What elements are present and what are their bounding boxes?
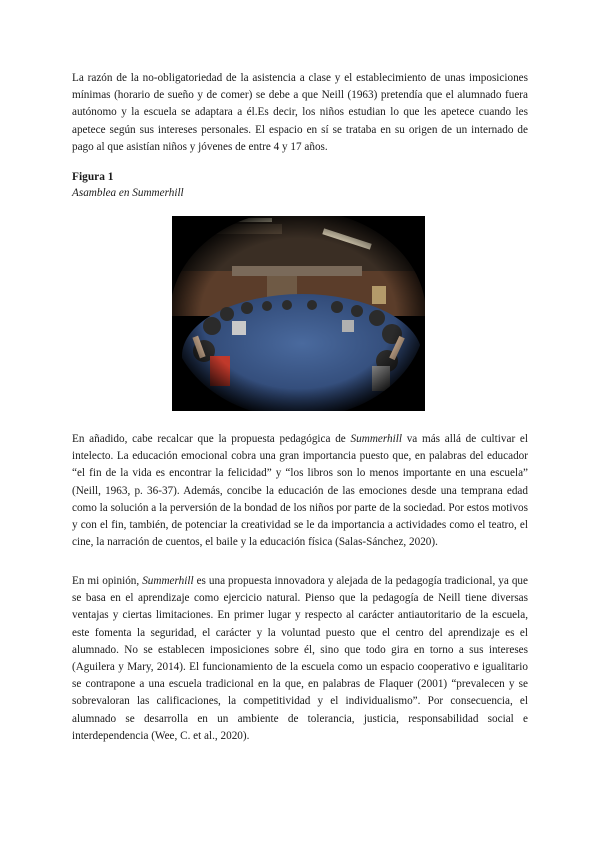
fisheye-assembly-image <box>172 216 425 411</box>
assembly-photo <box>172 216 425 411</box>
paragraph-3-after: es una propuesta innovadora y alejada de la pedagogía tradicional, ya que se basa en el aprendizaje como ejercicio natural. Pienso que la pedagogía de Neill tiene diversas ventajas y ciertas limitaciones. En primer lugar y respecto al carácter antiautoritario de la escuela, este fomenta la seguridad, el carácter y la voluntad puesto que el centro del aprendizaje es el alumnado. No se establecen imposiciones sobre él, sino que todo gira en torno a sus intereses (Aguilera y Mary, 2014). El funcionamiento de la escuela como un espacio cooperativo e igualitario se contrapone a una escuela tradicional en la que, en palabras de Flaquer (2001) “prevalecen y se sobrevaloran las calificaciones, la competitividad y el individualismo”. Por consecuencia, el alumnado se desarrolla en un ambiente de tolerancia, justicia, responsabilidad social e interdependencia (Wee, C. et al., 2020). <box>72 575 528 742</box>
school-name: Summerhill <box>142 575 194 587</box>
figure-label: Figura 1 <box>72 171 114 183</box>
paragraph-opinion <box>72 573 528 745</box>
school-name: Summerhill <box>350 433 402 445</box>
paragraph-3-before: En mi opinión, <box>72 575 143 587</box>
paragraph-intro: La razón de la no-obligatoriedad de la asistencia a clase y el establecimiento de unas imposiciones mínimas (horario de sueño y de comer) se debe a que Neill (1963) pretendía que el alumnado fuera autónomo y la escuela se adaptara a él.Es decir, los niños estudian lo que les apetece cuando les apetece según sus intereses personales. El espacio en sí se trataba en su origen de un internado de pago al que asistían niños y jóvenes de entre 4 y 17 años. <box>72 72 528 153</box>
figure-title: Asamblea en Summerhill <box>72 187 184 199</box>
paragraph-2-before: En añadido, cabe recalcar que la propuesta pedagógica de <box>72 433 351 445</box>
paragraph-emotional-education <box>72 431 528 551</box>
paragraph-2-after: va más allá de cultivar el intelecto. La educación emocional cobra una gran importancia puesto que, en palabras del educador “el fin de la vida es encontrar la felicidad” y “los libros son lo menos importante en una escuela” (Neill, 1963, p. 36-37). Además, concibe la educación de las emociones desde una temprana edad como la solución a la perversión de la bondad de los niños por parte de la sociedad. Por estos motivos y con el fin, también, de potenciar la creatividad se le da importancia a actividades como el teatro, el cine, la narración de cuentos, el baile y la educación física (Salas-Sánchez, 2020). <box>72 433 528 549</box>
